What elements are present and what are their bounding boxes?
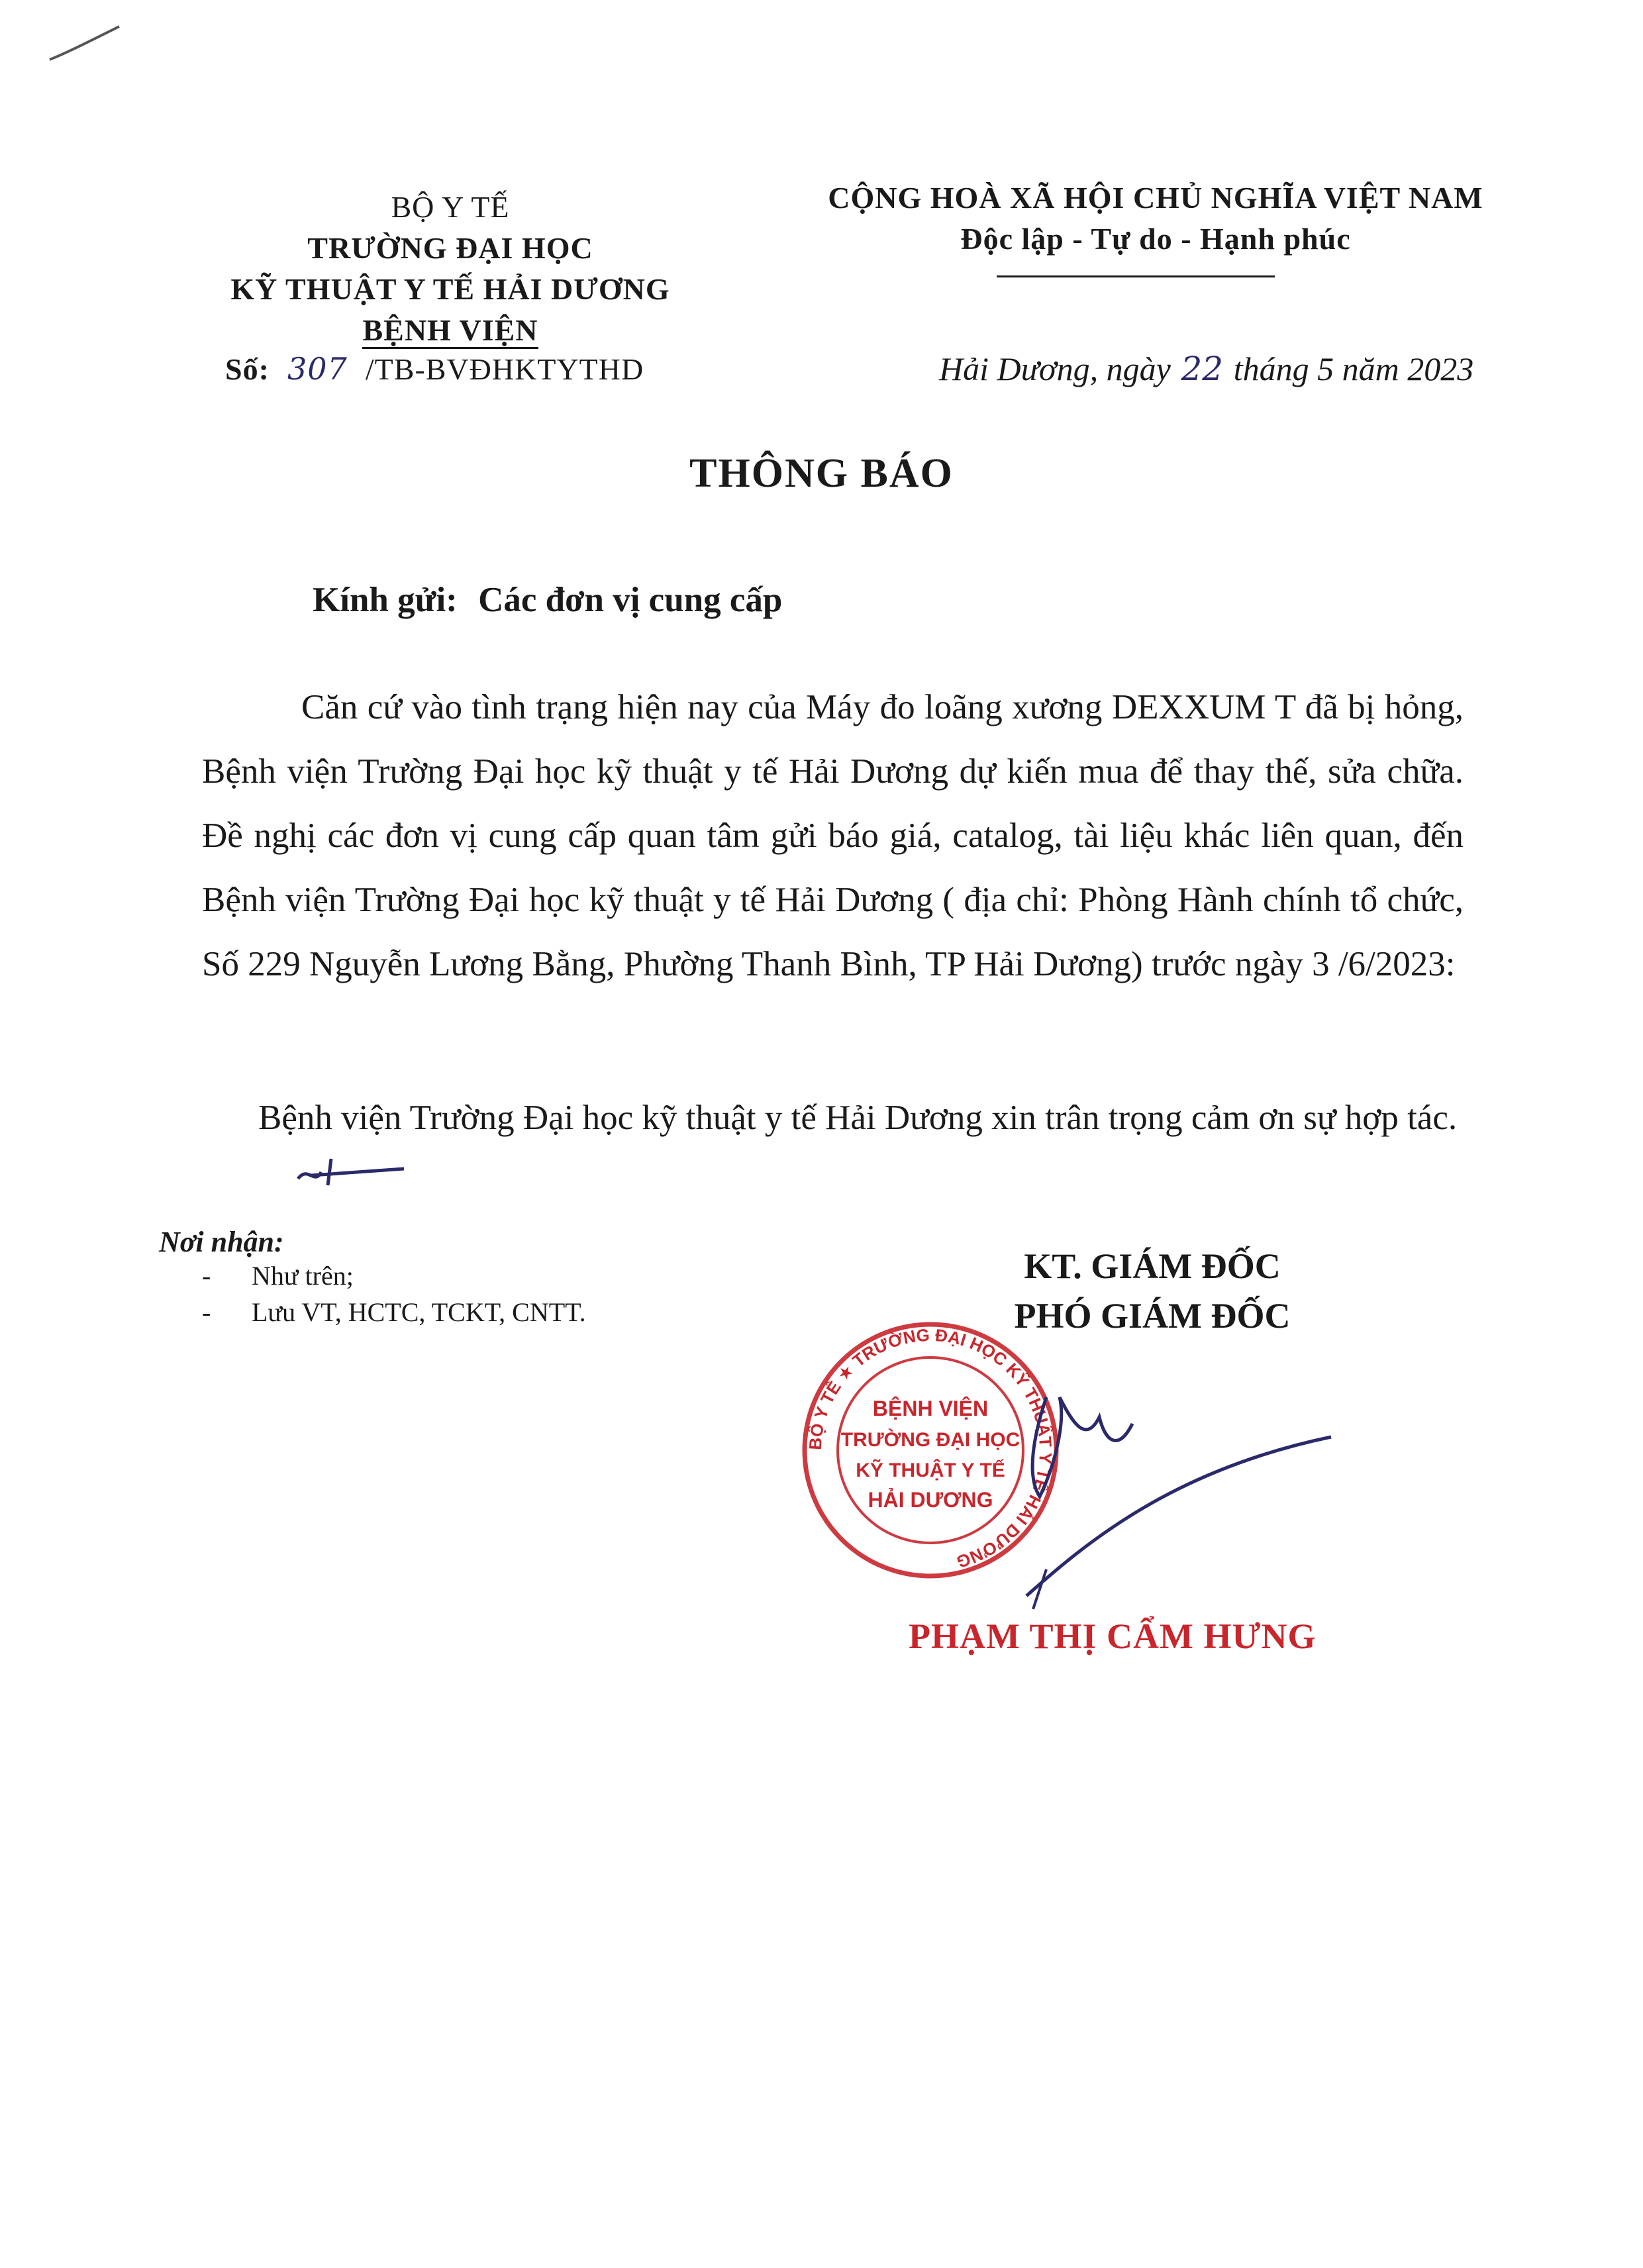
recipient-item-2: - Lưu VT, HCTC, TCKT, CNTT.: [202, 1297, 586, 1327]
document-number: [225, 348, 755, 390]
signer-name: PHẠM THỊ CẨM HƯNG: [909, 1616, 1317, 1656]
motto-underline: [997, 275, 1275, 277]
stamp-line3: KỸ THUẬT Y TẾ: [856, 1459, 1005, 1481]
number-value: 307: [287, 351, 348, 387]
recipients-block: [159, 1225, 755, 1328]
unit-name: BỆNH VIỆN: [362, 313, 538, 349]
signature-line1: KT. GIÁM ĐỐC: [1024, 1246, 1281, 1286]
ministry-name: BỘ Y TẾ: [391, 190, 510, 224]
body-paragraph-1: Căn cứ vào tình trạng hiện nay của Máy đo loãng xương DEXXUM T đã bị hỏng, Bệnh viện Trường Đại học kỹ thuật y tế Hải Dương dự kiến mua để thay thế, sửa chữa. Đề nghị các đơn vị cung cấp quan tâm gửi báo giá, catalog, tài liệu khác liên quan, đến Bệnh viện Trường Đại học kỹ thuật y tế Hải Dương ( địa chỉ: Phòng Hành chính tổ chức, Số 229 Nguyễn Lương Bằng, Phường Thanh Bình, TP Hải Dương) trước ngày 3 /6/2023:: [202, 688, 1464, 983]
recipient-line: [313, 580, 782, 620]
recipients-title: Nơi nhận:: [159, 1226, 284, 1258]
date-suffix: tháng 5 năm 2023: [1233, 350, 1474, 387]
stamp-line4: HẢI DƯƠNG: [868, 1488, 993, 1512]
document-title: THÔNG BÁO: [689, 451, 954, 496]
date-line: [939, 350, 1601, 388]
header-right: [768, 177, 1543, 260]
recipient-item-1: - Như trên;: [202, 1261, 354, 1291]
initials-mark-icon: [291, 1152, 411, 1192]
date-prefix: Hải Dương, ngày: [939, 350, 1171, 387]
recipient-label: Kính gửi:: [313, 581, 458, 619]
body-paragraph-2: Bệnh viện Trường Đại học kỹ thuật y tế Hải Dương xin trân trọng cảm ơn sự hợp tác.: [258, 1099, 1458, 1137]
number-suffix: /TB-BVĐHKTYTHD: [365, 352, 644, 386]
school-name-line1: TRƯỜNG ĐẠI HỌC: [307, 231, 593, 265]
number-label: Số:: [225, 352, 270, 386]
stamp-line2: TRƯỜNG ĐẠI HỌC: [840, 1429, 1021, 1451]
date-day: 22: [1181, 350, 1224, 388]
signature-line2: PHÓ GIÁM ĐỐC: [1014, 1296, 1291, 1336]
motto: Độc lập - Tự do - Hạnh phúc: [960, 222, 1351, 256]
school-name-line2: KỸ THUẬT Y TẾ HẢI DƯƠNG: [230, 272, 670, 306]
stamp-line1: BỆNH VIỆN: [872, 1397, 989, 1420]
stamp-ring-text: BỘ Y TẾ ★ TRƯỜNG ĐẠI HỌC KỸ THUẬT Y TẾ HẢI DƯƠNG: [805, 1324, 1056, 1572]
country-name: CỘNG HOÀ XÃ HỘI CHỦ NGHĨA VIỆT NAM: [828, 181, 1483, 215]
recipient-value: Các đơn vị cung cấp: [478, 581, 783, 619]
handwritten-signature: [1007, 1371, 1377, 1622]
pen-mark-icon: [46, 20, 126, 66]
header-left: [152, 187, 748, 351]
